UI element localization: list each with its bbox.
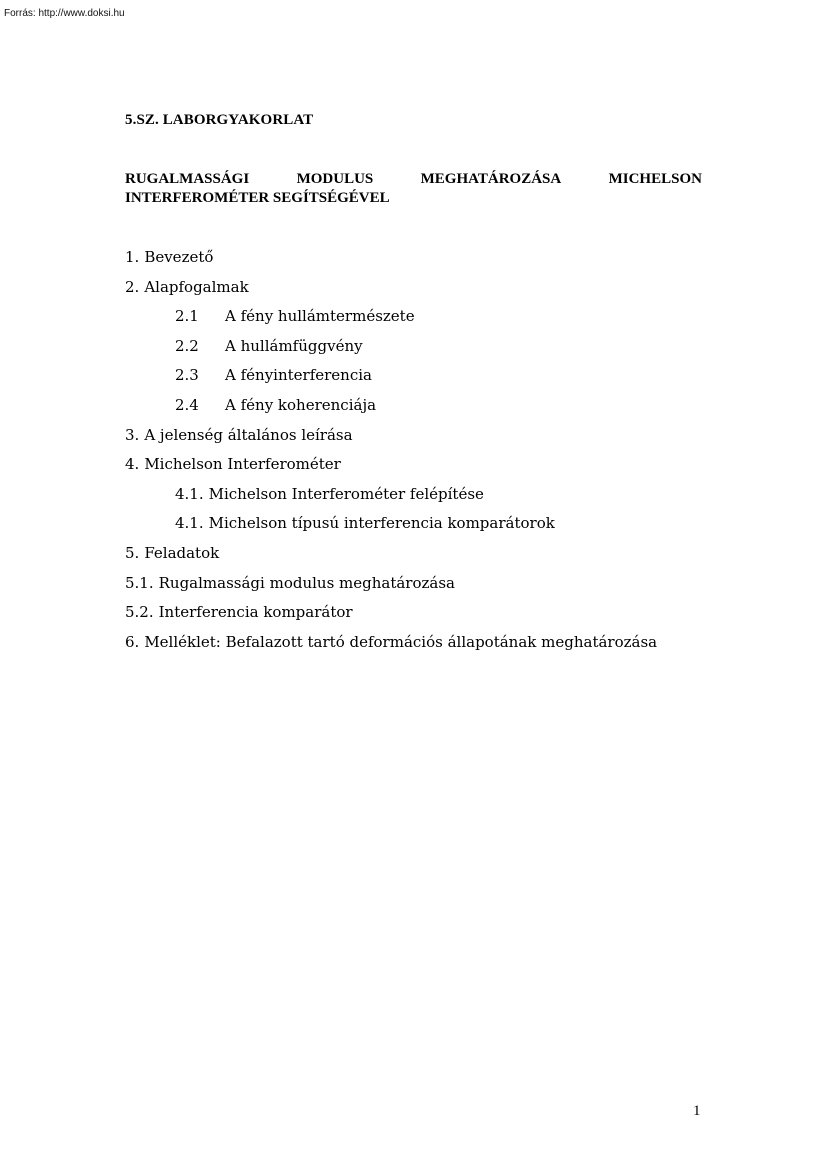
toc-item-feny-koherenciaja (125, 395, 725, 425)
toc-item-jelenseg-leirasa (125, 425, 725, 455)
toc-item-text: Michelson típusú interferencia komparátorok (208, 514, 555, 533)
toc-item-number: 5.2. (125, 603, 154, 622)
toc-item-number: 3. (125, 425, 140, 444)
toc-item-text: Alapfogalmak (144, 277, 249, 296)
toc-item-text: A fény koherenciája (225, 395, 377, 414)
toc-item-number: 4. (125, 455, 140, 474)
subtitle-line-1 (125, 170, 702, 189)
document-subtitle (125, 170, 702, 208)
toc-item-text: A fény hullámtermészete (225, 307, 415, 326)
toc-item-text: Michelson Interferométer (144, 455, 341, 474)
subtitle-word: MODULUS (296, 171, 374, 187)
subtitle-word: MICHELSON (608, 171, 702, 187)
toc-item-text: A hullámfüggvény (225, 336, 363, 355)
toc-item-number: 4.1. (175, 514, 204, 533)
toc-item-text: Feladatok (144, 543, 220, 562)
table-of-contents (125, 247, 725, 661)
subtitle-word: RUGALMASSÁGI (125, 171, 250, 187)
toc-item-feny-hullamtermeszete (125, 306, 725, 336)
toc-item-number: 1. (125, 248, 140, 266)
toc-item-number: 5. (125, 543, 140, 562)
toc-item-hullamfuggveny (125, 336, 725, 366)
toc-item-interferencia-komparatorok (125, 513, 725, 543)
toc-item-number: 2.4 (175, 395, 199, 414)
toc-item-text: Michelson Interferométer felépítése (208, 484, 484, 503)
toc-item-interferencia-komparator (125, 602, 725, 632)
toc-item-interferometer-felepitese (125, 484, 725, 514)
subtitle-line-2: INTERFEROMÉTER SEGÍTSÉGÉVEL (125, 190, 390, 206)
toc-item-number: 2.1 (175, 307, 199, 326)
toc-item-melleklet (125, 632, 725, 662)
toc-item-feladatok (125, 543, 725, 573)
toc-item-rugalmassagi-modulus (125, 573, 725, 603)
toc-item-number: 2. (125, 277, 140, 296)
toc-item-number: 2.3 (175, 366, 199, 385)
toc-item-text: A fényinterferencia (225, 366, 372, 385)
page-number: 1 (693, 1103, 701, 1119)
toc-item-michelson-interferometer (125, 454, 725, 484)
toc-item-fenyinterferencia (125, 365, 725, 395)
toc-item-text: Interferencia komparátor (158, 603, 353, 622)
toc-item-number: 4.1. (175, 484, 204, 503)
toc-item-number: 2.2 (175, 336, 199, 355)
toc-item-number: 5.1. (125, 573, 154, 592)
toc-item-number: 6. (125, 632, 140, 651)
toc-item-text: Bevezető (144, 248, 214, 266)
toc-item-text: Rugalmassági modulus meghatározása (158, 573, 455, 592)
toc-item-bevezeto (125, 247, 725, 277)
document-title: 5.SZ. LABORGYAKORLAT (125, 112, 314, 128)
subtitle-word: MEGHATÁROZÁSA (420, 171, 562, 187)
toc-item-text: A jelenség általános leírása (144, 425, 353, 444)
source-attribution: Forrás: http://www.doksi.hu (4, 8, 125, 19)
toc-item-text: Melléklet: Befalazott tartó deformációs állapotának meghatározása (144, 632, 658, 651)
toc-item-alapfogalmak (125, 277, 725, 307)
